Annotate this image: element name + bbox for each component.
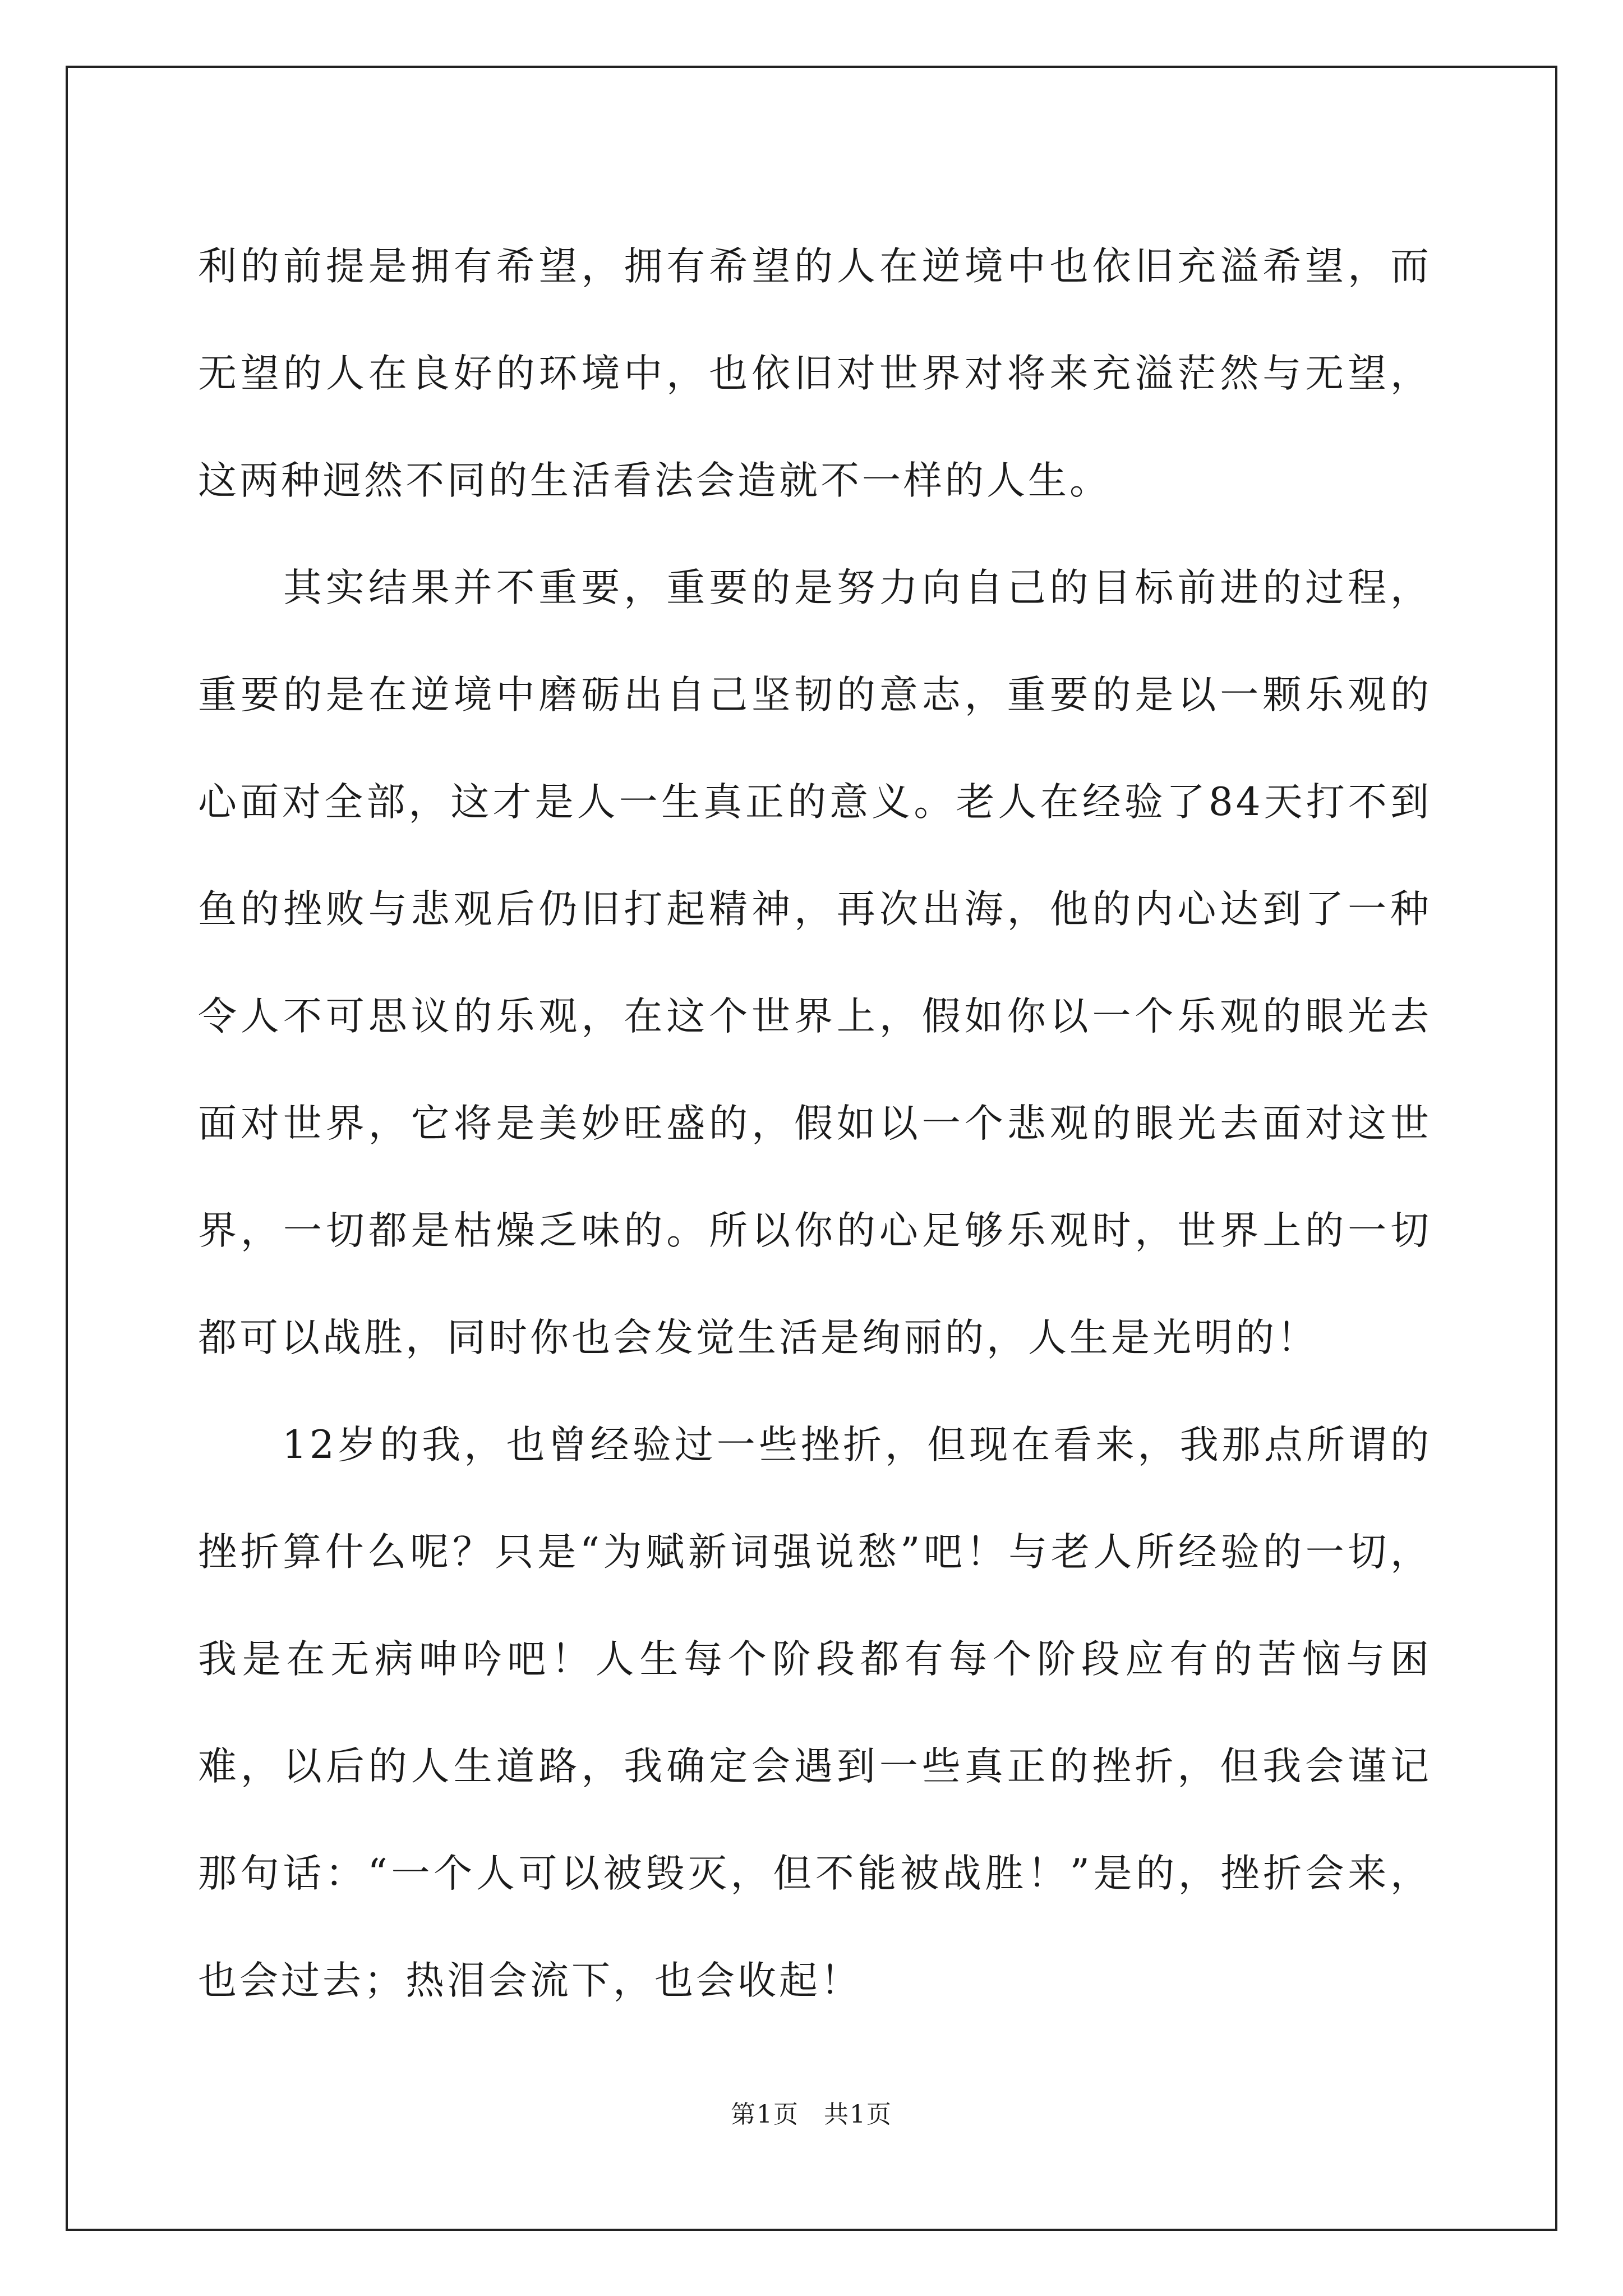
paragraph-3: 12岁的我，也曾经验过一些挫折，但现在看来，我那点所谓的挫折算什么呢？只是“为赋新词强说愁”吧！与老人所经验的一切，我是在无病呻吟吧！人生每个阶段都有每个阶段应有的苦恼与困难，以后的人生道路，我确定会遇到一些真正的挫折，但我会谨记那句话：“一个人可以被毁灭，但不能被战胜！”是的，挫折会来，也会过去；热泪会流下，也会收起！: [198, 1423, 1432, 2003]
page-total: 共1页: [824, 2100, 892, 2129]
document-body: [198, 213, 1432, 2035]
page-footer: [0, 2098, 1623, 2132]
paragraph-1: 利的前提是拥有希望，拥有希望的人在逆境中也依旧充溢希望，而无望的人在良好的环境中，也依旧对世界对将来充溢茫然与无望，这两种迥然不同的生活看法会造就不一样的人生。: [198, 244, 1432, 503]
paragraph-2: 其实结果并不重要，重要的是努力向自己的目标前进的过程，重要的是在逆境中磨砺出自己坚韧的意志，重要的是以一颗乐观的心面对全部，这才是人一生真正的意义。老人在经验了84天打不到鱼的挫败与悲观后仍旧打起精神，再次出海，他的内心达到了一种令人不可思议的乐观，在这个世界上，假如你以一个乐观的眼光去面对世界，它将是美妙旺盛的，假如以一个悲观的眼光去面对这世界，一切都是枯燥乏味的。所以你的心足够乐观时，世界上的一切都可以战胜，同时你也会发觉生活是绚丽的，人生是光明的！: [198, 565, 1432, 1360]
page-number: 第1页: [731, 2100, 799, 2129]
